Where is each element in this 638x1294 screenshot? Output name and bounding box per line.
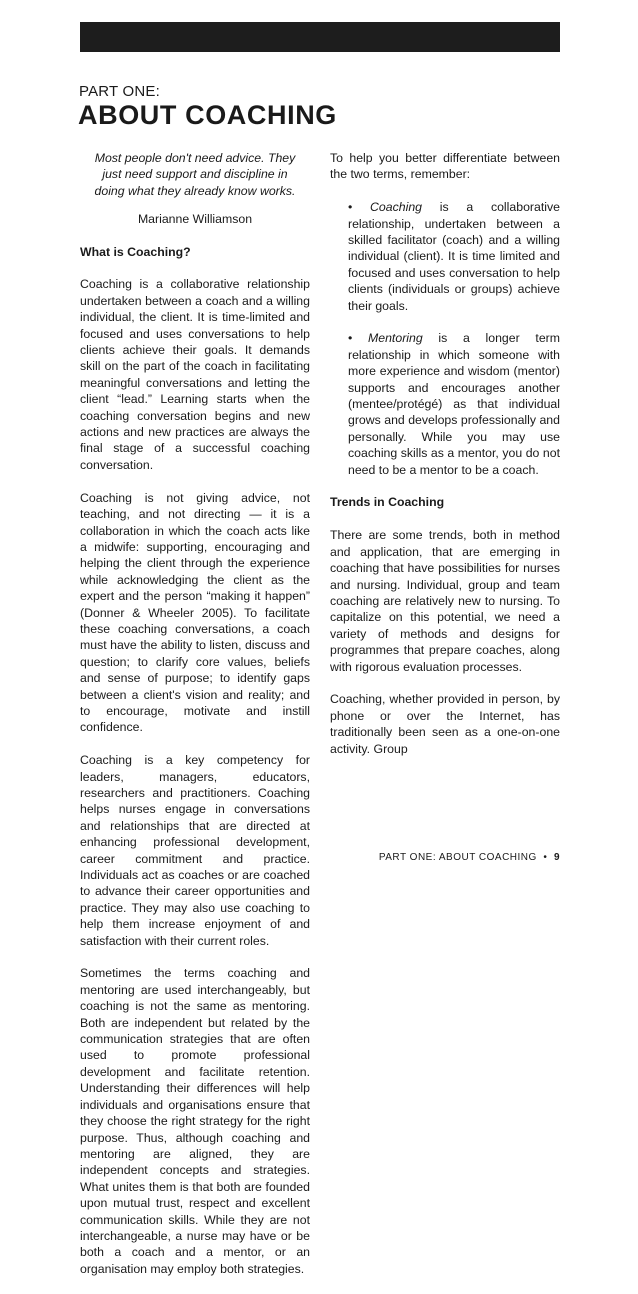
paragraph-4: Sometimes the terms coaching and mentoring are used interchangeably, but coaching is not the same as mentoring. Both are independent but related by the communication strategies that are often used to promote professional development and facilitate retention. Understanding their differences will help individuals and organisations ensure that they choose the right strategy for the right purpose. Thus, although coaching and mentoring are aligned, they are independent concepts and strategies. What unites them is that both are founded upon mutual trust, respect and excellent communication skills. While they are not interchangeable, a nurse may have or be both a coach and a mentor, or an organisation may employ both strategies. [80,966,310,1276]
bullet-mentoring-text: is a longer term relationship in which someone with more experience and wisdom (mentor) supports and encourages another (mentee/protégé) as that individual grows and develops professionally and personally. While you may use coaching skills as a mentor, you do not need to be a mentor to be a coach. [348,331,560,477]
chapter-title: ABOUT COACHING [78,100,337,130]
section-heading-what-is-coaching: What is Coaching? [80,244,191,259]
paragraph-1: Coaching is a collaborative relationship undertaken between a coach and a willing individual, the client. It is time-limited and focused and uses conversations to help clients achieve their goals. It demands skill on the part of the coach in facilitating meaningful conversations and letting the client “lead.” Learning starts when the coaching conversation begins and new actions and new practices are always the final stage of a successful coaching conversation. [80,277,310,472]
section-heading-trends: Trends in Coaching [330,495,445,510]
left-column [80,150,310,1294]
paragraph-3: Coaching is a key competency for leaders, managers, educators, researchers and practitioners. Coaching helps nurses engage in conversations and relationships that are directed at enhancing professional development, career commitment and practice. Individuals act as coaches or are coached to advance their career opportunities and practice. They may also use coaching to help them increase enjoyment of and satisfaction with their current roles. [80,753,310,948]
right-column [330,150,560,773]
epigraph-quote: Most people don't need advice. They just need support and discipline in doing what they already know works. [94,151,296,198]
bullet-coaching: • Coaching is a collaborative relationship, undertaken between a skilled facilitator (coach) and a willing individual (client). It is time limited and focused and uses conversation to help clients (individuals or groups) achieve their goals. [348,200,560,313]
epigraph-author: Marianne Williamson [137,212,253,227]
part-label: PART ONE: [79,83,160,100]
header-bar [80,22,560,52]
bullet-mentoring: • Mentoring is a longer term relationship in which someone with more experience and wisdom (mentor) supports and encourages another (mentee/protégé) as that individual grows and develops professionally and personally. While you may use coaching skills as a mentor, you do not need to be a mentor to be a coach. [348,331,560,477]
paragraph-6: There are some trends, both in method and application, that are emerging in coaching that have possibilities for nurses and nursing. Individual, group and team coaching are relatively new to nursing. To capitalize on this potential, we need a variety of methods and designs for programmes that prepare coaches, along with rigorous evaluation processes. [330,528,560,674]
paragraph-5: To help you better differentiate between the two terms, remember: [330,151,560,182]
footer-separator: • [543,852,548,863]
bullet-mentoring-term: Mentoring [368,331,423,346]
bullet-coaching-text: is a collaborative relationship, undertaken between a skilled facilitator (coach) and a willing individual (client). It is time limited and focused and uses conversation to help clients (individuals or groups) achieve their goals. [348,200,560,313]
page-number: 9 [553,852,560,863]
paragraph-7: Coaching, whether provided in person, by phone or over the Internet, has traditionally been seen as a one-on-one activity. Group [330,692,560,756]
page-footer [379,852,560,863]
running-head: PART ONE: ABOUT COACHING [378,852,537,863]
bullet-coaching-term: Coaching [370,200,423,215]
paragraph-2: Coaching is not giving advice, not teaching, and not directing — it is a collaboration in which the coach acts like a midwife: supporting, encouraging and helping the client through the experience while acknowledging the client as the expert and the person “making it happen” (Donner & Wheeler 2005). To facilitate these coaching conversations, a coach must have the ability to listen, discuss and question; to clarify core values, beliefs and sense of purpose; to identify gaps between a client's vision and reality; and to encourage, motivate and instill confidence. [80,490,310,735]
